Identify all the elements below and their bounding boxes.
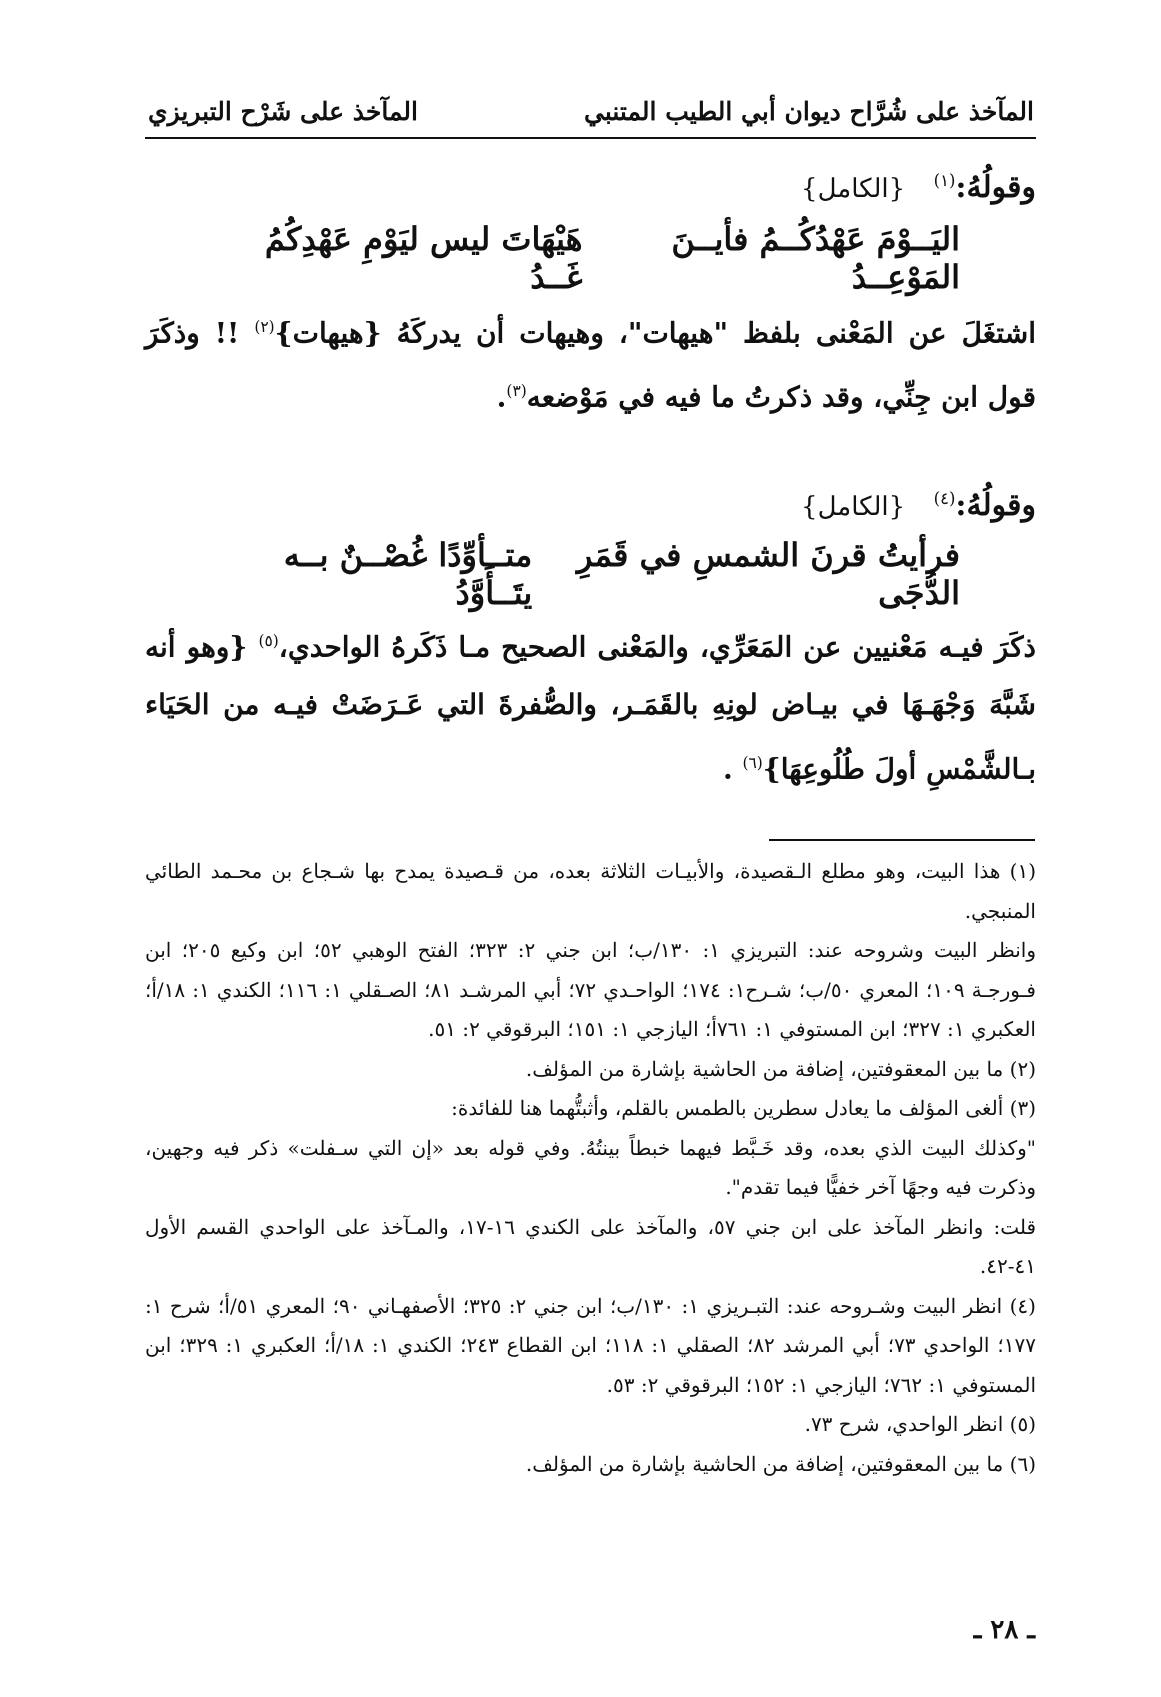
entry-1-hemistich-second: هَيْهَاتَ ليس ليَوْمِ عَهْدِكُمُ غَــدُ bbox=[264, 220, 583, 296]
footnote-2: (٢) ما بين المعقوفتين، إضافة من الحاشية بإشارة من المؤلف. bbox=[525, 1056, 1036, 1081]
footnote-ref-2[interactable]: (٢) bbox=[254, 318, 275, 336]
entry-2-verse bbox=[230, 536, 960, 612]
entry-1-commentary-part: اشتغَلَ عن المَعْنى بلفظ "هيهات"، وهيهات أن يدركَهُ {هيهات} bbox=[274, 316, 1036, 350]
entry-1-commentary-part: !! وذكَرَ قول ابن جِنِّي، وقد ذكرتُ ما فيه في مَوْضعه bbox=[145, 316, 1036, 414]
entry-2-intro-label: وقولُهُ: bbox=[955, 488, 1036, 523]
header-section-title: المآخذ على شَرْح التبريزي bbox=[148, 96, 418, 126]
entry-1-intro bbox=[145, 170, 1036, 205]
entry-2-commentary-part: ذكَرَ فيـه مَعْنيين عن المَعَرِّي، والمَعْنى الصحيح مـا ذَكَرهُ الواحدي، bbox=[278, 630, 1036, 664]
page-number: ـ ٢٨ ـ bbox=[973, 1615, 1035, 1645]
footnote-1-sources: وانظر البيت وشروحه عند: التبريزي ١: ١٣٠/ب؛ ابن جني ٢: ٣٢٣؛ الفتح الوهبي ٥٢؛ ابن وكيع ٢٠٥؛ ابن فـورجـة ١٠٩؛ المعري ٥٠/ب؛ شـرح١: ١٧٤؛ الواحـدي ٧٢؛ أبي المرشـد ٨١؛ الصـقلي ١: ١١٦؛ الكندي ١: ١٨/أ؛ العكبري ١: ٣٢٧؛ ابن المستوفي ١: ٧٦١أ؛ اليازجي ١: ١٥١؛ البرقوقي ٢: ٥١. bbox=[145, 938, 1036, 1041]
entry-2-commentary-part: {وهو أنه شَبَّهَ وَجْهَـهَا في بيـاض لونِهِ بالقَمَـر، والصُّفرةَ التي عَـرَضَتْ فيـه من الحَيَاء بـالشَّمْسِ أولَ طُلُوعِهَا} bbox=[145, 630, 1036, 786]
footnote-ref-3[interactable]: (٣) bbox=[506, 382, 527, 401]
entry-2-commentary bbox=[145, 612, 1036, 799]
entry-1-commentary-part: . bbox=[496, 380, 507, 414]
footnote-3: (٣) ألغى المؤلف ما يعادل سطرين بالطمس بالقلم، وأثبتُّهما هنا للفائدة: bbox=[451, 1096, 1036, 1120]
entry-1-intro-label: وقولُهُ: bbox=[955, 170, 1036, 205]
entry-1-verse bbox=[230, 220, 960, 296]
footnote-ref-6[interactable]: (٦) bbox=[742, 754, 763, 773]
entry-2-intro bbox=[145, 488, 1036, 523]
footnote-5: (٥) انظر الواحدي، شرح ٧٣. bbox=[804, 1412, 1036, 1436]
entry-2-hemistich-first: فرأيتُ قرنَ الشمسِ في قَمَرِ الدُّجَى bbox=[576, 536, 960, 612]
entry-2-commentary-part: . bbox=[722, 752, 743, 786]
footnote-3-quote: "وكذلك البيت الذي بعده، وقد خَـبَّط فيهما خبطاً بينتُهُ. وفي قوله بعد «إن التي سـفلت» ذكر فيه وجهين، وذكرت فيه وجهًا آخر خفيًّا فيما تقدم". bbox=[145, 1135, 1036, 1199]
footnote-1: (١) هذا البيت، وهو مطلع الـقصيدة، والأبيـات الثلاثة بعده، من قـصيدة يمدح بها شـجاع بن محـمد الطائي المنبجي. bbox=[145, 859, 1036, 923]
footnotes bbox=[145, 852, 1036, 1484]
entry-2-meter: {الكامل} bbox=[801, 492, 906, 522]
footnote-3-note: قلت: وانظر المآخذ على ابن جني ٥٧، والمآخذ على الكندي ١٦-١٧، والمـآخذ على الواحدي القسم الأول ٤١-٤٢. bbox=[145, 1214, 1037, 1278]
footnote-4: (٤) انظر البيت وشـروحه عند: التبـريزي ١: ١٣٠/ب؛ ابن جني ٢: ٣٢٥؛ الأصفهـاني ٩٠؛ المعري ٥١/أ؛ شرح ١: ١٧٧؛ الواحدي ٧٣؛ أبي المرشد ٨٢؛ الصقلي ١: ١١٨؛ ابن القطاع ٢٤٣؛ الكندي ١: ١٨/أ؛ العكبري ١: ٣٢٩؛ ابن المستوفي ١: ٧٦٢؛ اليازجي ١: ١٥٢؛ البرقوقي ٢: ٥٣. bbox=[145, 1293, 1036, 1397]
entry-1-meter: {الكامل} bbox=[801, 174, 906, 204]
footnote-6: (٦) ما بين المعقوفتين، إضافة من الحاشية بإشارة من المؤلف. bbox=[525, 1451, 1036, 1476]
running-header bbox=[148, 88, 1034, 134]
footnote-ref-5[interactable]: (٥) bbox=[258, 632, 279, 650]
entry-1-footnote-ref[interactable]: (١) bbox=[933, 171, 956, 190]
header-rule bbox=[145, 137, 1036, 139]
header-book-title: المآخذ على شُرَّاح ديوان أبي الطيب المتنبي bbox=[584, 96, 1034, 126]
entry-1-commentary bbox=[145, 298, 1036, 427]
entry-2-hemistich-second: متــأوِّدًا غُصْــنٌ بــه يتَــأَوَّدُ bbox=[283, 536, 533, 612]
footnote-separator bbox=[769, 839, 1035, 841]
entry-2-footnote-ref[interactable]: (٤) bbox=[933, 489, 956, 508]
entry-1-hemistich-first: اليَــوْمَ عَهْدُكُــمُ فأيــنَ المَوْعِــدُ bbox=[671, 220, 960, 296]
